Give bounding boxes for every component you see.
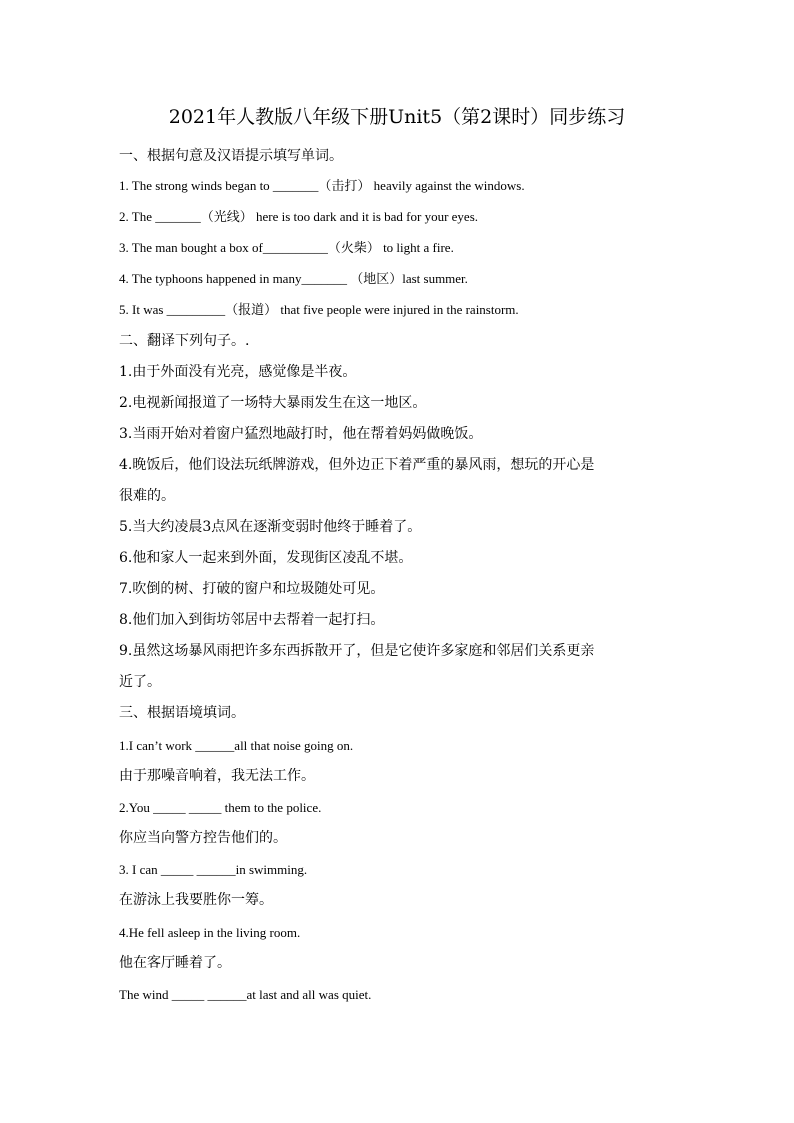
section-2-item-3: 3.当雨开始对着窗户猛烈地敲打时，他在帮着妈妈做晚饭。 [119,426,483,442]
section-3-item-2-translation: 你应当向警方控告他们的。 [119,830,287,846]
section-2-item-9-cont: 近了。 [119,674,161,690]
section-3-item-5: The wind _____ ______at last and all was quiet. [119,987,372,1002]
section-3-item-4-translation: 他在客厅睡着了。 [119,955,231,971]
section-1-item-2: 2. The _______（光线） here is too dark and it is bad for your eyes. [119,209,478,224]
section-3-item-4: 4.He fell asleep in the living room. [119,925,301,940]
section-3-item-1: 1.I can’t work ______all that noise going on. [119,738,354,753]
section-1-item-3: 3. The man bought a box of__________（火柴） to light a fire. [119,240,454,255]
section-2-item-1: 1.由于外面没有光亮，感觉像是半夜。 [119,364,357,380]
section-2-item-5: 5.当大约凌晨3点风在逐渐变弱时他终于睡着了。 [119,519,422,535]
section-2-item-7: 7.吹倒的树、打破的窗户和垃圾随处可见。 [119,581,385,597]
section-3-item-3: 3. I can _____ ______in swimming. [119,862,308,877]
section-2-item-8: 8.他们加入到街坊邻居中去帮着一起打扫。 [119,612,385,628]
section-1-heading: 一、根据句意及汉语提示填写单词。 [119,148,343,164]
section-3-item-1-translation: 由于那噪音响着，我无法工作。 [119,768,315,784]
section-3-heading: 三、根据语境填词。 [119,705,245,721]
section-2-heading: 二、翻译下列句子。. [119,333,250,349]
section-3-item-2: 2.You _____ _____ them to the police. [119,800,322,815]
section-1-item-5: 5. It was _________（报道） that five people were injured in the rainstorm. [119,302,519,317]
section-3-item-3-translation: 在游泳上我要胜你一筹。 [119,892,273,908]
section-2-item-4-cont: 很难的。 [119,488,175,504]
section-1-item-4: 4. The typhoons happened in many_______ （地区）last summer. [119,271,468,286]
page-title: 2021年人教版八年级下册Unit5（第2课时）同步练习 [168,106,626,128]
section-2-item-6: 6.他和家人一起来到外面，发现街区凌乱不堪。 [119,550,413,566]
section-2-item-2: 2.电视新闻报道了一场特大暴雨发生在这一地区。 [119,395,427,411]
section-1-item-1: 1. The strong winds began to _______（击打） heavily against the windows. [119,178,525,193]
section-2-item-9: 9.虽然这场暴风雨把许多东西拆散开了，但是它使许多家庭和邻居们关系更亲 [119,643,595,659]
section-2-item-4: 4.晚饭后，他们设法玩纸牌游戏，但外边正下着严重的暴风雨，想玩的开心是 [119,457,595,473]
